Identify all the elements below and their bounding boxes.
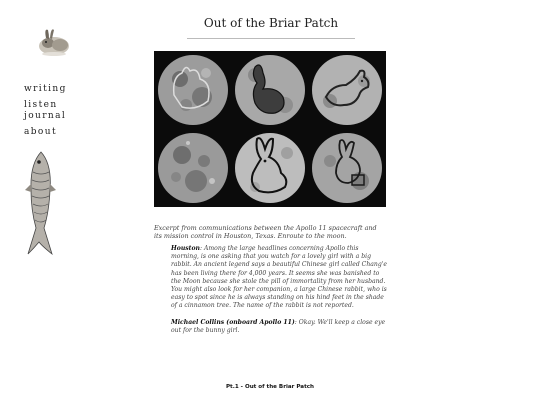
nav-journal[interactable]: journal <box>24 111 67 121</box>
quote-text: : Okay. We'll keep a close eye out for the bunny girl. <box>171 318 386 334</box>
moon-rabbit-running-icon <box>309 51 386 129</box>
quote-speaker: Houston <box>171 245 200 252</box>
fish-illustration-icon <box>22 150 60 258</box>
main-nav <box>24 84 67 138</box>
moon-gallery <box>154 51 386 207</box>
article-caption: Excerpt from communications between the Apollo 11 spacecraft and its mission control in Houston, Texas. Enroute to the moon. <box>154 224 377 241</box>
page-footer: Pt.1 - Out of the Briar Patch <box>225 384 315 390</box>
moon-plain-icon <box>154 129 231 207</box>
moon-rabbit-dark-icon <box>231 51 308 129</box>
quote-text: : Among the large headlines concerning Apollo this morning, is one asking that you watch for a lovely girl with a big rabbit. An ancient legend says a beautiful Chinese girl called Chang'e has been living there for 4,000 years. It seems she was banished to the Moon because she stole the pill of immortality from her husband. You might also look for her companion, a large Chinese rabbit, who is easy to spot since he is always standing on his hind feet in the shade of a cinnamon tree. The name of the rabbit is not reported. <box>171 245 388 310</box>
page-title: Out of the Briar Patch <box>203 16 339 30</box>
quote-houston <box>171 245 387 311</box>
moon-rabbit-mortar-icon <box>309 129 386 207</box>
dialogue-excerpt <box>171 245 387 343</box>
nav-about[interactable]: about <box>24 127 57 137</box>
nav-writing[interactable]: writing <box>24 84 67 94</box>
site-logo-icon[interactable] <box>34 24 74 60</box>
quote-collins <box>171 319 387 335</box>
title-divider <box>187 38 355 39</box>
nav-listen[interactable]: listen <box>24 100 58 110</box>
moon-rabbit-outline-icon <box>154 51 231 129</box>
quote-speaker: Michael Collins (onboard Apollo 11) <box>171 318 295 326</box>
moon-rabbit-sitting-icon <box>231 129 308 207</box>
